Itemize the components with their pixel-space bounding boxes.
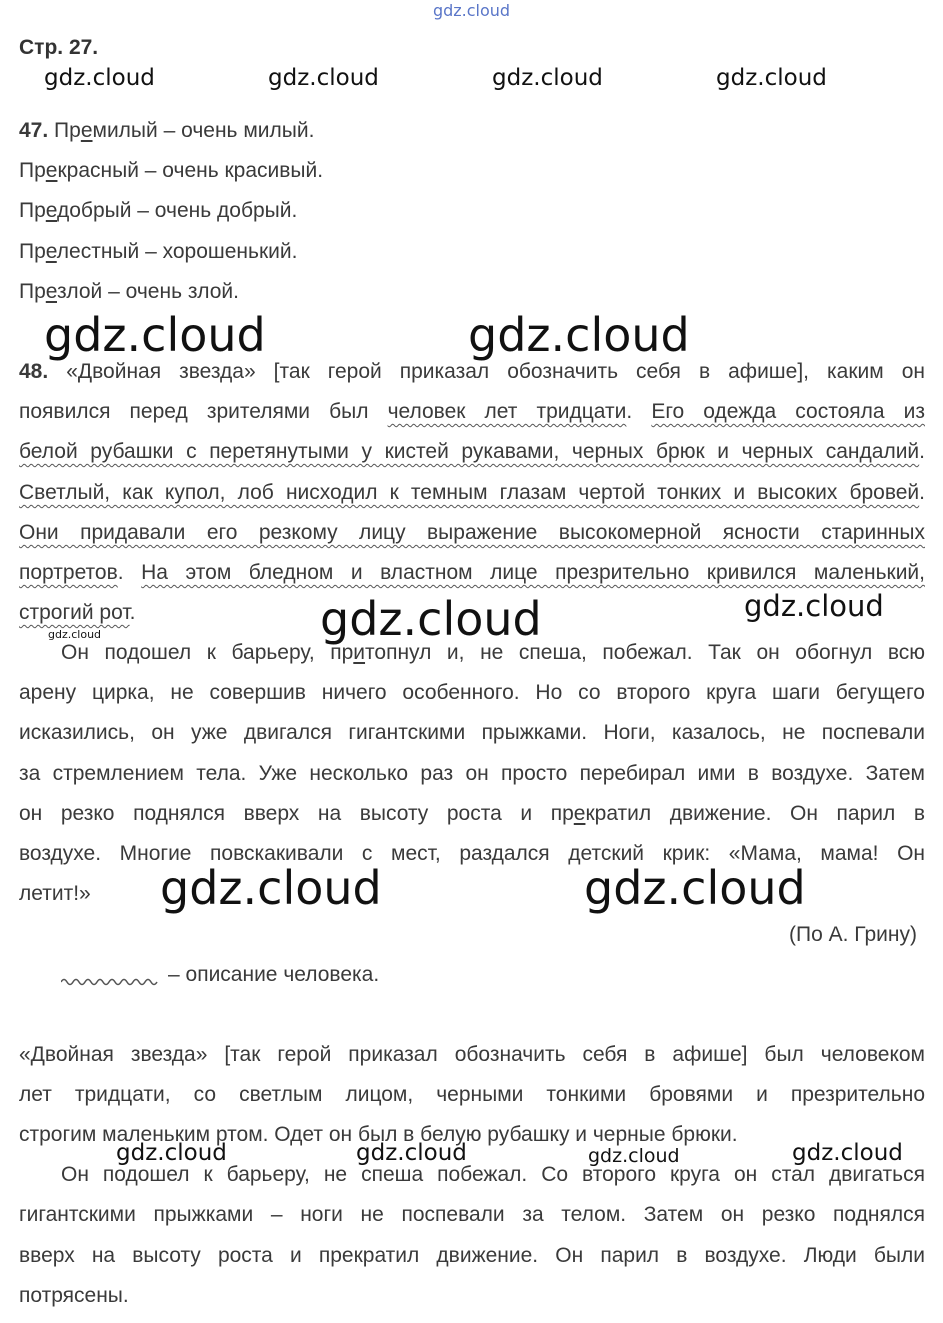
watermark: gdz.cloud bbox=[468, 308, 690, 362]
ex48-p1-line-3: белой рубашки с перетянутыми у кистей рукавами, черных брюк и черных сандалий. bbox=[19, 440, 925, 463]
ex47-line-2: Прекрасный – очень красивый. bbox=[19, 159, 324, 182]
summary-line-1: «Двойная звезда» [так герой приказал обозначить себя в афише] был человеком bbox=[19, 1043, 925, 1066]
watermark: gdz.cloud bbox=[356, 1140, 467, 1166]
watermark: gdz.cloud bbox=[744, 589, 884, 623]
watermark-top: gdz.cloud bbox=[432, 1, 511, 20]
legend-text: – описание человека. bbox=[168, 963, 380, 986]
summary-line-3: строгим маленьким ртом. Одет он был в белую рубашку и черные брюки. bbox=[19, 1123, 738, 1146]
watermark: gdz.cloud bbox=[320, 592, 542, 646]
ex47-line-3: Предобрый – очень добрый. bbox=[19, 199, 298, 222]
ex48-p2-line-6: воздухе. Многие повскакивали с мест, раздался детский крик: «Мама, мама! Он bbox=[19, 842, 925, 865]
ex48-p1-line-6: портретов. На этом бледном и властном лице презрительно кривился маленький, bbox=[19, 561, 925, 584]
watermark: gdz.cloud bbox=[792, 1140, 903, 1166]
watermark: gdz.cloud bbox=[44, 308, 266, 362]
wavy-underline-sample bbox=[61, 966, 159, 988]
ex48-p2-line-3: исказились, он уже двигался гигантскими прыжками. Ноги, казалось, не поспевали bbox=[19, 721, 925, 744]
ex48-p1-line-7: строгий рот. bbox=[19, 601, 136, 624]
summary-line-5: гигантскими прыжками – ноги не поспевали за телом. Затем он резко поднялся bbox=[19, 1203, 925, 1226]
watermark: gdz.cloud bbox=[716, 65, 827, 91]
ex48-p2-line-5: он резко поднялся вверх на высоту роста и прекратил движение. Он парил в bbox=[19, 802, 925, 825]
ex48-p2-line-1: Он подошел к барьеру, притопнул и, не спеша, побежал. Так он обогнул всю bbox=[61, 641, 925, 664]
ex48-p2-line-2: арену цирка, не совершив ничего особенного. Но со второго круга шаги бегущего bbox=[19, 681, 925, 704]
ex47-line-5: Презлой – очень злой. bbox=[19, 280, 239, 303]
ex48-p1-line-5: Они придавали его резкому лицу выражение высокомерной ясности старинных bbox=[19, 521, 925, 544]
summary-line-7: потрясены. bbox=[19, 1284, 129, 1307]
page-label: Стр. 27. bbox=[19, 36, 99, 59]
ex48-p2-line-4: за стремлением тела. Уже несколько раз он просто перебирал ими в воздухе. Затем bbox=[19, 762, 925, 785]
watermark: gdz.cloud bbox=[584, 861, 806, 915]
watermark: gdz.cloud bbox=[492, 65, 603, 91]
ex48-p1-line-2: появился перед зрителями был человек лет тридцати. Его одежда состояла из bbox=[19, 400, 926, 423]
author-attribution: (По А. Грину) bbox=[789, 923, 917, 946]
summary-line-2: лет тридцати, со светлым лицом, черными тонкими бровями и презрительно bbox=[19, 1083, 925, 1106]
watermark: gdz.cloud bbox=[116, 1140, 227, 1166]
watermark: gdz.cloud bbox=[44, 65, 155, 91]
ex48-p1-line-4: Светлый, как купол, лоб нисходил к темным глазам чертой тонких и высоких бровей. bbox=[19, 481, 925, 504]
ex47-line-1: 47. Премилый – очень милый. bbox=[19, 119, 315, 142]
ex48-p2-line-7: летит!» bbox=[19, 882, 91, 905]
watermark: gdz.cloud bbox=[268, 65, 379, 91]
watermark: gdz.cloud bbox=[588, 1145, 680, 1167]
watermark: gdz.cloud bbox=[48, 628, 102, 641]
ex48-p1-line-1: 48. «Двойная звезда» [так герой приказал обозначить себя в афише], каким он bbox=[19, 360, 925, 383]
ex47-line-4: Прелестный – хорошенький. bbox=[19, 240, 298, 263]
summary-line-6: вверх на высоту роста и прекратил движение. Он парил в воздухе. Люди были bbox=[19, 1244, 925, 1267]
summary-line-4: Он подошел к барьеру, не спеша побежал. Со второго круга он стал двигаться bbox=[61, 1163, 925, 1186]
watermark: gdz.cloud bbox=[160, 861, 382, 915]
